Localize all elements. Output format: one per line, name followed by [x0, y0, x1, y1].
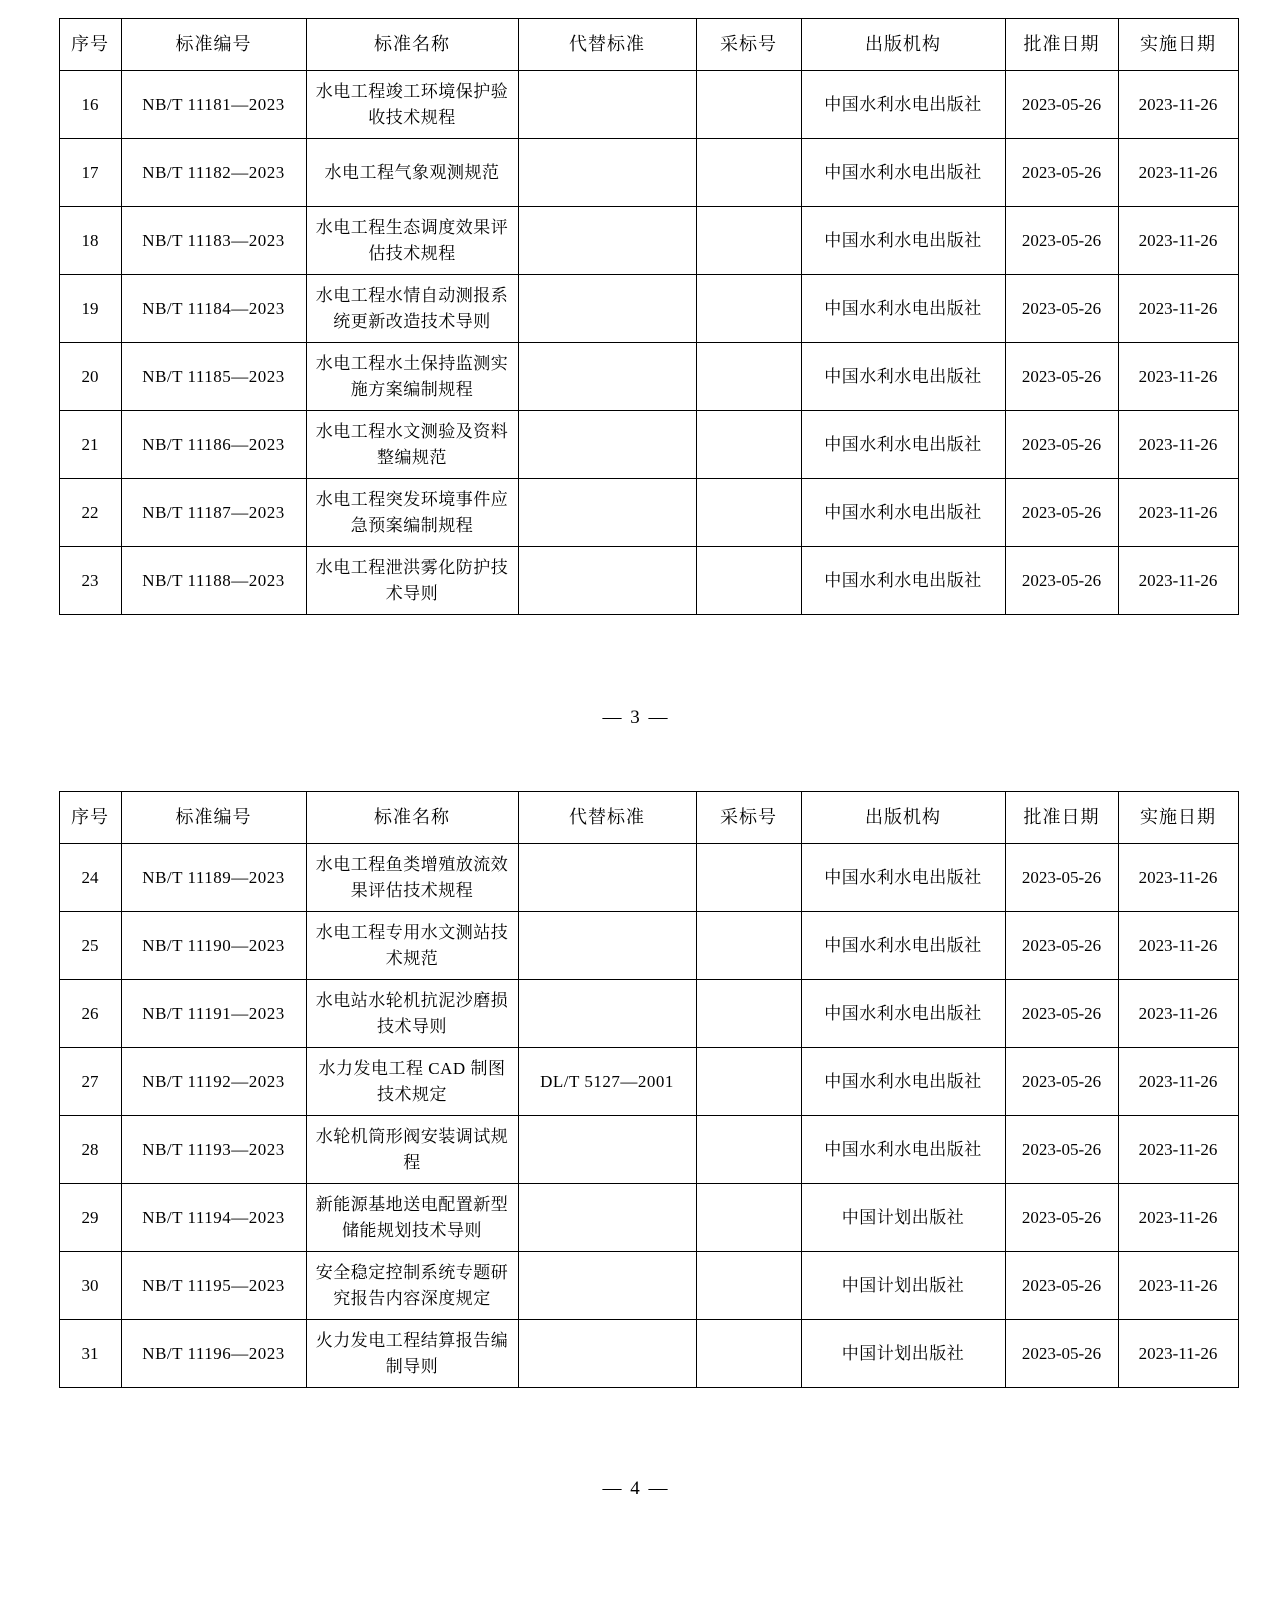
cell-impl-date: 2023-11-26 — [1118, 343, 1238, 411]
cell-replace — [518, 411, 696, 479]
cell-code: NB/T 11191—2023 — [121, 980, 306, 1048]
column-header-code: 标准编号 — [121, 792, 306, 844]
cell-impl-date: 2023-11-26 — [1118, 1116, 1238, 1184]
cell-adopt — [696, 207, 801, 275]
cell-name: 水电工程泄洪雾化防护技术导则 — [306, 547, 518, 615]
cell-adopt — [696, 275, 801, 343]
cell-approve-date: 2023-05-26 — [1005, 1116, 1118, 1184]
cell-impl-date: 2023-11-26 — [1118, 207, 1238, 275]
cell-impl-date: 2023-11-26 — [1118, 980, 1238, 1048]
cell-publisher: 中国计划出版社 — [801, 1252, 1005, 1320]
cell-seq: 20 — [59, 343, 121, 411]
cell-adopt — [696, 980, 801, 1048]
spacer — [0, 615, 1272, 707]
cell-code: NB/T 11182—2023 — [121, 139, 306, 207]
table-row — [59, 844, 1238, 912]
cell-publisher: 中国水利水电出版社 — [801, 479, 1005, 547]
column-header-adopt: 采标号 — [696, 19, 801, 71]
cell-adopt — [696, 411, 801, 479]
cell-impl-date: 2023-11-26 — [1118, 1048, 1238, 1116]
cell-replace — [518, 1116, 696, 1184]
cell-name: 水电工程水情自动测报系统更新改造技术导则 — [306, 275, 518, 343]
cell-name: 水电工程竣工环境保护验收技术规程 — [306, 71, 518, 139]
cell-adopt — [696, 1320, 801, 1388]
cell-impl-date: 2023-11-26 — [1118, 1184, 1238, 1252]
cell-impl-date: 2023-11-26 — [1118, 479, 1238, 547]
table-row — [59, 411, 1238, 479]
cell-seq: 16 — [59, 71, 121, 139]
cell-replace — [518, 275, 696, 343]
cell-seq: 25 — [59, 912, 121, 980]
cell-approve-date: 2023-05-26 — [1005, 980, 1118, 1048]
cell-impl-date: 2023-11-26 — [1118, 411, 1238, 479]
cell-publisher: 中国水利水电出版社 — [801, 343, 1005, 411]
cell-approve-date: 2023-05-26 — [1005, 1184, 1118, 1252]
cell-replace — [518, 343, 696, 411]
cell-code: NB/T 11186—2023 — [121, 411, 306, 479]
cell-seq: 23 — [59, 547, 121, 615]
table-row — [59, 547, 1238, 615]
table-row — [59, 479, 1238, 547]
cell-publisher: 中国水利水电出版社 — [801, 71, 1005, 139]
cell-adopt — [696, 479, 801, 547]
cell-name: 水力发电工程 CAD 制图技术规定 — [306, 1048, 518, 1116]
standards-table-page3-wrap — [59, 18, 1218, 615]
cell-approve-date: 2023-05-26 — [1005, 912, 1118, 980]
cell-code: NB/T 11181—2023 — [121, 71, 306, 139]
cell-publisher: 中国水利水电出版社 — [801, 207, 1005, 275]
cell-approve-date: 2023-05-26 — [1005, 139, 1118, 207]
cell-name: 水电工程水文测验及资料整编规范 — [306, 411, 518, 479]
table-row — [59, 207, 1238, 275]
cell-code: NB/T 11189—2023 — [121, 844, 306, 912]
standards-table-page4 — [59, 791, 1239, 1388]
cell-code: NB/T 11196—2023 — [121, 1320, 306, 1388]
table-row — [59, 343, 1238, 411]
cell-replace — [518, 71, 696, 139]
cell-name: 水电工程水土保持监测实施方案编制规程 — [306, 343, 518, 411]
cell-seq: 31 — [59, 1320, 121, 1388]
cell-impl-date: 2023-11-26 — [1118, 71, 1238, 139]
cell-replace — [518, 207, 696, 275]
spacer — [0, 1388, 1272, 1478]
cell-impl-date: 2023-11-26 — [1118, 844, 1238, 912]
standards-table-page4-wrap — [59, 791, 1218, 1388]
cell-approve-date: 2023-05-26 — [1005, 844, 1118, 912]
column-header-replace: 代替标准 — [518, 19, 696, 71]
cell-code: NB/T 11193—2023 — [121, 1116, 306, 1184]
cell-approve-date: 2023-05-26 — [1005, 71, 1118, 139]
cell-code: NB/T 11190—2023 — [121, 912, 306, 980]
cell-approve-date: 2023-05-26 — [1005, 275, 1118, 343]
table-row — [59, 1320, 1238, 1388]
cell-approve-date: 2023-05-26 — [1005, 479, 1118, 547]
cell-adopt — [696, 1252, 801, 1320]
table-header — [59, 19, 1238, 71]
cell-approve-date: 2023-05-26 — [1005, 343, 1118, 411]
column-header-approve-date: 批准日期 — [1005, 19, 1118, 71]
cell-publisher: 中国水利水电出版社 — [801, 411, 1005, 479]
cell-impl-date: 2023-11-26 — [1118, 547, 1238, 615]
cell-seq: 21 — [59, 411, 121, 479]
cell-adopt — [696, 139, 801, 207]
cell-code: NB/T 11185—2023 — [121, 343, 306, 411]
column-header-seq: 序号 — [59, 19, 121, 71]
cell-name: 水电站水轮机抗泥沙磨损技术导则 — [306, 980, 518, 1048]
table-row — [59, 1184, 1238, 1252]
cell-name: 水电工程气象观测规范 — [306, 139, 518, 207]
cell-publisher: 中国计划出版社 — [801, 1184, 1005, 1252]
cell-adopt — [696, 1184, 801, 1252]
cell-code: NB/T 11187—2023 — [121, 479, 306, 547]
table-row — [59, 1048, 1238, 1116]
cell-adopt — [696, 547, 801, 615]
cell-publisher: 中国水利水电出版社 — [801, 912, 1005, 980]
cell-adopt — [696, 844, 801, 912]
column-header-approve-date: 批准日期 — [1005, 792, 1118, 844]
cell-code: NB/T 11194—2023 — [121, 1184, 306, 1252]
table-header — [59, 792, 1238, 844]
cell-replace — [518, 912, 696, 980]
cell-code: NB/T 11195—2023 — [121, 1252, 306, 1320]
cell-replace — [518, 547, 696, 615]
cell-approve-date: 2023-05-26 — [1005, 411, 1118, 479]
column-header-replace: 代替标准 — [518, 792, 696, 844]
cell-approve-date: 2023-05-26 — [1005, 1320, 1118, 1388]
cell-seq: 29 — [59, 1184, 121, 1252]
cell-seq: 18 — [59, 207, 121, 275]
cell-name: 水电工程突发环境事件应急预案编制规程 — [306, 479, 518, 547]
cell-replace: DL/T 5127—2001 — [518, 1048, 696, 1116]
column-header-name: 标准名称 — [306, 19, 518, 71]
cell-publisher: 中国水利水电出版社 — [801, 1048, 1005, 1116]
standards-table-page3 — [59, 18, 1239, 615]
cell-impl-date: 2023-11-26 — [1118, 1252, 1238, 1320]
table-row — [59, 1252, 1238, 1320]
cell-publisher: 中国水利水电出版社 — [801, 275, 1005, 343]
cell-seq: 19 — [59, 275, 121, 343]
cell-name: 水电工程专用水文测站技术规范 — [306, 912, 518, 980]
cell-approve-date: 2023-05-26 — [1005, 547, 1118, 615]
cell-adopt — [696, 71, 801, 139]
cell-replace — [518, 139, 696, 207]
cell-seq: 27 — [59, 1048, 121, 1116]
table-row — [59, 139, 1238, 207]
table-row — [59, 275, 1238, 343]
cell-seq: 28 — [59, 1116, 121, 1184]
page-number-3: — 3 — — [602, 707, 670, 728]
cell-code: NB/T 11192—2023 — [121, 1048, 306, 1116]
cell-name: 安全稳定控制系统专题研究报告内容深度规定 — [306, 1252, 518, 1320]
cell-seq: 24 — [59, 844, 121, 912]
table-row — [59, 71, 1238, 139]
cell-publisher: 中国水利水电出版社 — [801, 139, 1005, 207]
table-body-page4 — [59, 844, 1238, 1388]
cell-code: NB/T 11184—2023 — [121, 275, 306, 343]
cell-replace — [518, 844, 696, 912]
cell-impl-date: 2023-11-26 — [1118, 139, 1238, 207]
cell-impl-date: 2023-11-26 — [1118, 912, 1238, 980]
cell-impl-date: 2023-11-26 — [1118, 1320, 1238, 1388]
cell-replace — [518, 1184, 696, 1252]
cell-replace — [518, 479, 696, 547]
column-header-impl-date: 实施日期 — [1118, 19, 1238, 71]
column-header-code: 标准编号 — [121, 19, 306, 71]
cell-publisher: 中国水利水电出版社 — [801, 844, 1005, 912]
cell-adopt — [696, 343, 801, 411]
cell-replace — [518, 980, 696, 1048]
cell-publisher: 中国计划出版社 — [801, 1320, 1005, 1388]
cell-publisher: 中国水利水电出版社 — [801, 547, 1005, 615]
cell-replace — [518, 1252, 696, 1320]
cell-seq: 17 — [59, 139, 121, 207]
cell-code: NB/T 11183—2023 — [121, 207, 306, 275]
cell-approve-date: 2023-05-26 — [1005, 1252, 1118, 1320]
cell-publisher: 中国水利水电出版社 — [801, 1116, 1005, 1184]
column-header-adopt: 采标号 — [696, 792, 801, 844]
page-number-4: — 4 — — [602, 1478, 670, 1499]
cell-adopt — [696, 1048, 801, 1116]
cell-adopt — [696, 912, 801, 980]
table-body-page3 — [59, 71, 1238, 615]
table-row — [59, 980, 1238, 1048]
cell-seq: 30 — [59, 1252, 121, 1320]
cell-name: 水电工程生态调度效果评估技术规程 — [306, 207, 518, 275]
spacer — [0, 729, 1272, 791]
top-spacer — [0, 0, 1272, 18]
cell-name: 火力发电工程结算报告编制导则 — [306, 1320, 518, 1388]
cell-approve-date: 2023-05-26 — [1005, 1048, 1118, 1116]
cell-replace — [518, 1320, 696, 1388]
column-header-seq: 序号 — [59, 792, 121, 844]
table-row — [59, 912, 1238, 980]
table-header-row — [59, 792, 1238, 844]
column-header-impl-date: 实施日期 — [1118, 792, 1238, 844]
column-header-publisher: 出版机构 — [801, 792, 1005, 844]
cell-seq: 26 — [59, 980, 121, 1048]
cell-name: 新能源基地送电配置新型储能规划技术导则 — [306, 1184, 518, 1252]
table-header-row — [59, 19, 1238, 71]
table-row — [59, 1116, 1238, 1184]
cell-publisher: 中国水利水电出版社 — [801, 980, 1005, 1048]
cell-approve-date: 2023-05-26 — [1005, 207, 1118, 275]
cell-seq: 22 — [59, 479, 121, 547]
column-header-name: 标准名称 — [306, 792, 518, 844]
cell-impl-date: 2023-11-26 — [1118, 275, 1238, 343]
cell-name: 水电工程鱼类增殖放流效果评估技术规程 — [306, 844, 518, 912]
cell-code: NB/T 11188—2023 — [121, 547, 306, 615]
cell-name: 水轮机筒形阀安装调试规程 — [306, 1116, 518, 1184]
column-header-publisher: 出版机构 — [801, 19, 1005, 71]
cell-adopt — [696, 1116, 801, 1184]
